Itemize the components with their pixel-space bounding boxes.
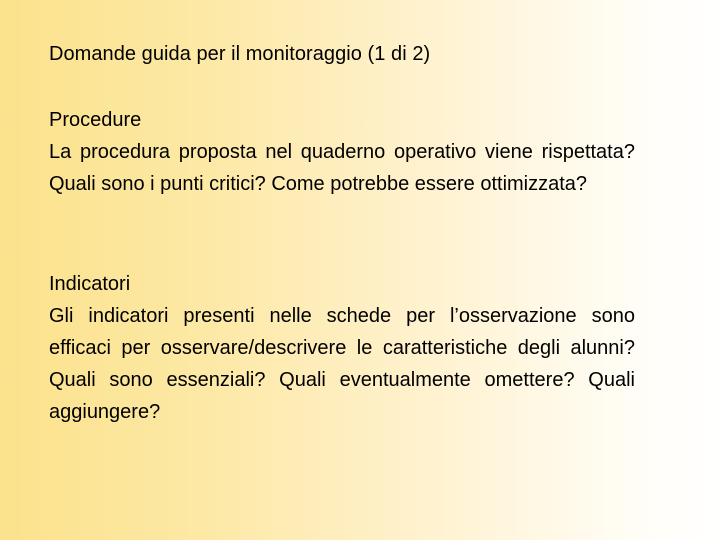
slide-title: Domande guida per il monitoraggio (1 di 2) bbox=[49, 43, 431, 65]
section-body-indicatori: Gli indicatori presenti nelle schede per l’osservazione sono efficaci per osservare/descrivere le caratteristiche degli alunni? Quali sono essenziali? Quali eventualmente omettere? Quali aggiungere? bbox=[49, 305, 635, 423]
section-procedure bbox=[49, 104, 635, 200]
section-heading-procedure: Procedure bbox=[49, 109, 142, 131]
section-body-procedure: La procedura proposta nel quaderno operativo viene rispettata? Quali sono i punti critici? Come potrebbe essere ottimizzata? bbox=[49, 141, 635, 195]
section-indicatori bbox=[49, 268, 635, 428]
section-heading-indicatori: Indicatori bbox=[49, 273, 131, 295]
